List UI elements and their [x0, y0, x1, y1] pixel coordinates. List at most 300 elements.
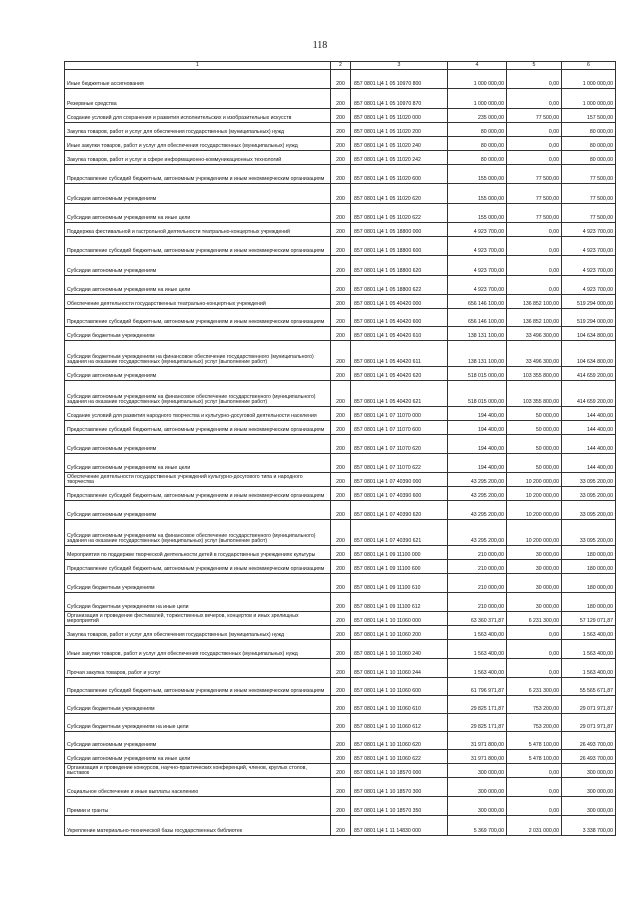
row-approved-amount: 210 000,00 [448, 560, 507, 574]
row-approved-amount: 80 000,00 [448, 151, 507, 165]
row-description: Предоставление субсидий бюджетным, автономным учреждениям и иным некоммерческим организациям [65, 309, 331, 327]
row-executed-amount: 0,00 [507, 659, 562, 678]
table-row [65, 295, 616, 309]
table-row [65, 764, 616, 778]
row-unexecuted-amount: 157 500,00 [562, 109, 616, 123]
row-line-code: 200 [331, 750, 351, 764]
row-description: Предоставление субсидий бюджетным, автономным учреждениям и иным некоммерческим организациям [65, 165, 331, 184]
row-line-code: 200 [331, 70, 351, 89]
row-executed-amount: 77 500,00 [507, 184, 562, 204]
row-executed-amount: 5 478 100,00 [507, 750, 562, 764]
column-number: 3 [351, 62, 448, 70]
row-description: Резервные средства [65, 89, 331, 109]
row-unexecuted-amount: 77 500,00 [562, 204, 616, 223]
row-line-code: 200 [331, 732, 351, 750]
table-row [65, 435, 616, 454]
row-line-code: 200 [331, 546, 351, 560]
row-executed-amount: 30 000,00 [507, 593, 562, 612]
row-budget-classification-code: 857 0801 Ц4 1 10 11060 244 [351, 659, 448, 678]
table-row [65, 778, 616, 797]
row-approved-amount: 29 825 171,87 [448, 714, 507, 732]
row-unexecuted-amount: 1 000 000,00 [562, 89, 616, 109]
row-approved-amount: 210 000,00 [448, 574, 507, 593]
row-approved-amount: 63 360 371,87 [448, 612, 507, 626]
row-budget-classification-code: 857 0801 Ц4 1 05 40420 000 [351, 295, 448, 309]
table-row [65, 407, 616, 421]
table-row [65, 184, 616, 204]
row-approved-amount: 5 369 700,00 [448, 816, 507, 836]
row-description: Иные закупки товаров, работ и услуг для обеспечения государственных (муниципальных) нужд [65, 137, 331, 151]
page-number: 118 [312, 40, 328, 51]
row-budget-classification-code: 857 0801 Ц4 1 11 14830 000 [351, 816, 448, 836]
row-description: Прочая закупка товаров, работ и услуг [65, 659, 331, 678]
table-row [65, 732, 616, 750]
row-budget-classification-code: 857 0801 Ц4 1 10 11060 200 [351, 626, 448, 640]
row-description: Социальное обеспечение и иные выплаты населению [65, 778, 331, 797]
row-description: Субсидии автономным учреждениям на иные цели [65, 276, 331, 295]
row-approved-amount: 194 400,00 [448, 435, 507, 454]
row-line-code: 200 [331, 487, 351, 501]
row-budget-classification-code: 857 0801 Ц4 1 05 40420 621 [351, 381, 448, 407]
row-approved-amount: 31 971 800,00 [448, 750, 507, 764]
row-unexecuted-amount: 300 000,00 [562, 797, 616, 816]
row-unexecuted-amount: 300 000,00 [562, 764, 616, 778]
table-row [65, 89, 616, 109]
row-unexecuted-amount: 180 000,00 [562, 574, 616, 593]
row-unexecuted-amount: 104 634 800,00 [562, 327, 616, 341]
row-line-code: 200 [331, 137, 351, 151]
row-unexecuted-amount: 26 493 700,00 [562, 732, 616, 750]
row-line-code: 200 [331, 714, 351, 732]
row-approved-amount: 4 923 700,00 [448, 237, 507, 256]
row-executed-amount: 0,00 [507, 89, 562, 109]
row-unexecuted-amount: 144 400,00 [562, 435, 616, 454]
row-approved-amount: 194 400,00 [448, 421, 507, 435]
row-description: Субсидии автономным учреждениям на финансовое обеспечение государственного (муниципального) задания на оказание государственных (муниципальных) услуг (выполнение работ) [65, 381, 331, 407]
row-budget-classification-code: 857 0801 Ц4 1 09 11100 612 [351, 593, 448, 612]
row-budget-classification-code: 857 0801 Ц4 1 10 11060 622 [351, 750, 448, 764]
row-description: Субсидии автономным учреждениям на иные цели [65, 204, 331, 223]
row-executed-amount: 753 200,00 [507, 714, 562, 732]
row-executed-amount: 77 500,00 [507, 204, 562, 223]
row-approved-amount: 43 295 200,00 [448, 520, 507, 546]
row-budget-classification-code: 857 0801 Ц4 1 07 11070 620 [351, 435, 448, 454]
row-line-code: 200 [331, 501, 351, 520]
row-budget-classification-code: 857 0801 Ц4 1 10 11060 000 [351, 612, 448, 626]
row-description: Мероприятия по поддержке творческой деятельности детей в государственных учреждениях культуры [65, 546, 331, 560]
row-description: Субсидии автономным учреждениям [65, 435, 331, 454]
row-description: Закупка товаров, работ и услуг в сфере информационно-коммуникационных технологий [65, 151, 331, 165]
row-unexecuted-amount: 414 659 200,00 [562, 381, 616, 407]
row-unexecuted-amount: 1 563 400,00 [562, 659, 616, 678]
row-executed-amount: 0,00 [507, 123, 562, 137]
table-row [65, 70, 616, 89]
row-approved-amount: 80 000,00 [448, 123, 507, 137]
row-approved-amount: 61 796 971,87 [448, 678, 507, 696]
row-unexecuted-amount: 29 071 971,87 [562, 714, 616, 732]
row-unexecuted-amount: 300 000,00 [562, 778, 616, 797]
table-row [65, 560, 616, 574]
column-number-row [65, 62, 616, 70]
table-row [65, 165, 616, 184]
row-description: Предоставление субсидий бюджетным, автономным учреждениям и иным некоммерческим организациям [65, 560, 331, 574]
column-number: 4 [448, 62, 507, 70]
row-budget-classification-code: 857 0801 Ц4 1 05 18800 620 [351, 256, 448, 276]
row-approved-amount: 235 000,00 [448, 109, 507, 123]
column-number: 6 [562, 62, 616, 70]
row-executed-amount: 30 000,00 [507, 546, 562, 560]
table-row [65, 696, 616, 714]
row-budget-classification-code: 857 0801 Ц4 1 07 11070 600 [351, 421, 448, 435]
row-description: Субсидии автономным учреждениям на финансовое обеспечение государственного (муниципального) задания на оказание государственных (муниципальных) услуг (выполнение работ) [65, 520, 331, 546]
column-number: 1 [65, 62, 331, 70]
row-approved-amount: 43 295 200,00 [448, 487, 507, 501]
row-approved-amount: 210 000,00 [448, 593, 507, 612]
row-approved-amount: 1 563 400,00 [448, 659, 507, 678]
table-row [65, 204, 616, 223]
row-unexecuted-amount: 519 294 000,00 [562, 309, 616, 327]
row-executed-amount: 136 852 100,00 [507, 295, 562, 309]
row-approved-amount: 194 400,00 [448, 407, 507, 421]
row-line-code: 200 [331, 295, 351, 309]
row-description: Субсидии автономным учреждениям на иные цели [65, 750, 331, 764]
row-approved-amount: 1 563 400,00 [448, 626, 507, 640]
row-executed-amount: 50 000,00 [507, 421, 562, 435]
row-line-code: 200 [331, 123, 351, 137]
row-description: Предоставление субсидий бюджетным, автономным учреждениям и иным некоммерческим организациям [65, 237, 331, 256]
row-description: Обеспечение деятельности государственных театрально-концертных учреждений [65, 295, 331, 309]
row-approved-amount: 4 923 700,00 [448, 223, 507, 237]
row-approved-amount: 29 825 171,87 [448, 696, 507, 714]
row-budget-classification-code: 857 0801 Ц4 1 05 11020 240 [351, 137, 448, 151]
column-number: 2 [331, 62, 351, 70]
row-executed-amount: 0,00 [507, 137, 562, 151]
row-unexecuted-amount: 33 095 200,00 [562, 520, 616, 546]
row-executed-amount: 6 231 300,00 [507, 612, 562, 626]
row-approved-amount: 1 000 000,00 [448, 89, 507, 109]
table-row [65, 797, 616, 816]
row-executed-amount: 0,00 [507, 626, 562, 640]
table-row [65, 223, 616, 237]
row-description: Закупка товаров, работ и услуг для обеспечения государственных (муниципальных) нужд [65, 123, 331, 137]
table-row [65, 109, 616, 123]
row-description: Субсидии бюджетным учреждениям на финансовое обеспечение государственного (муниципального) задания на оказание государственных (муниципальных) услуг (выполнение работ) [65, 341, 331, 367]
row-unexecuted-amount: 80 000,00 [562, 151, 616, 165]
row-description: Предоставление субсидий бюджетным, автономным учреждениям и иным некоммерческим организациям [65, 421, 331, 435]
row-description: Предоставление субсидий бюджетным, автономным учреждениям и иным некоммерческим организациям [65, 487, 331, 501]
row-description: Иные закупки товаров, работ и услуг для обеспечения государственных (муниципальных) нужд [65, 640, 331, 659]
row-description: Укрепление материально-технической базы государственных библиотек [65, 816, 331, 836]
row-executed-amount: 0,00 [507, 778, 562, 797]
row-budget-classification-code: 857 0801 Ц4 1 05 40420 610 [351, 327, 448, 341]
row-approved-amount: 194 400,00 [448, 454, 507, 473]
row-line-code: 200 [331, 109, 351, 123]
row-approved-amount: 210 000,00 [448, 546, 507, 560]
row-line-code: 200 [331, 435, 351, 454]
row-approved-amount: 1 000 000,00 [448, 70, 507, 89]
row-line-code: 200 [331, 626, 351, 640]
row-unexecuted-amount: 144 400,00 [562, 421, 616, 435]
row-budget-classification-code: 857 0801 Ц4 1 05 10970 870 [351, 89, 448, 109]
row-executed-amount: 50 000,00 [507, 435, 562, 454]
row-approved-amount: 518 015 000,00 [448, 367, 507, 381]
row-approved-amount: 4 923 700,00 [448, 276, 507, 295]
column-number: 5 [507, 62, 562, 70]
table-row [65, 678, 616, 696]
row-description: Субсидии бюджетным учреждениям [65, 696, 331, 714]
row-approved-amount: 155 000,00 [448, 165, 507, 184]
row-budget-classification-code: 857 0801 Ц4 1 10 11060 240 [351, 640, 448, 659]
row-line-code: 200 [331, 764, 351, 778]
row-unexecuted-amount: 33 095 200,00 [562, 473, 616, 487]
row-unexecuted-amount: 80 000,00 [562, 137, 616, 151]
table-row [65, 487, 616, 501]
row-budget-classification-code: 857 0801 Ц4 1 09 11100 600 [351, 560, 448, 574]
row-budget-classification-code: 857 0801 Ц4 1 05 11020 622 [351, 204, 448, 223]
row-line-code: 200 [331, 678, 351, 696]
row-line-code: 200 [331, 256, 351, 276]
row-line-code: 200 [331, 89, 351, 109]
row-executed-amount: 103 355 800,00 [507, 381, 562, 407]
row-unexecuted-amount: 1 563 400,00 [562, 626, 616, 640]
row-line-code: 200 [331, 454, 351, 473]
row-unexecuted-amount: 3 338 700,00 [562, 816, 616, 836]
row-executed-amount: 136 852 100,00 [507, 309, 562, 327]
row-description: Субсидии автономным учреждениям [65, 256, 331, 276]
row-description: Организация и проведение конкурсов, научно-практических конференций, членов, круглых столов, выставок [65, 764, 331, 778]
row-executed-amount: 0,00 [507, 764, 562, 778]
row-budget-classification-code: 857 0801 Ц4 1 05 11020 600 [351, 165, 448, 184]
row-line-code: 200 [331, 381, 351, 407]
table-row [65, 574, 616, 593]
row-budget-classification-code: 857 0801 Ц4 1 09 11100 000 [351, 546, 448, 560]
row-unexecuted-amount: 519 294 000,00 [562, 295, 616, 309]
row-unexecuted-amount: 104 634 800,00 [562, 341, 616, 367]
row-budget-classification-code: 857 0801 Ц4 1 07 40390 000 [351, 473, 448, 487]
row-description: Субсидии бюджетным учреждениям [65, 327, 331, 341]
row-budget-classification-code: 857 0801 Ц4 1 10 11060 600 [351, 678, 448, 696]
row-executed-amount: 6 231 300,00 [507, 678, 562, 696]
row-description: Субсидии бюджетным учреждениям на иные цели [65, 593, 331, 612]
row-budget-classification-code: 857 0801 Ц4 1 05 40420 600 [351, 309, 448, 327]
row-executed-amount: 2 031 000,00 [507, 816, 562, 836]
table-row [65, 626, 616, 640]
row-line-code: 200 [331, 184, 351, 204]
table-row [65, 520, 616, 546]
row-budget-classification-code: 857 0801 Ц4 1 07 40390 600 [351, 487, 448, 501]
row-approved-amount: 155 000,00 [448, 184, 507, 204]
row-unexecuted-amount: 180 000,00 [562, 560, 616, 574]
table-row [65, 367, 616, 381]
row-unexecuted-amount: 77 500,00 [562, 184, 616, 204]
row-line-code: 200 [331, 309, 351, 327]
row-line-code: 200 [331, 659, 351, 678]
row-executed-amount: 30 000,00 [507, 574, 562, 593]
row-executed-amount: 50 000,00 [507, 454, 562, 473]
table-row [65, 381, 616, 407]
row-budget-classification-code: 857 0801 Ц4 1 05 18800 000 [351, 223, 448, 237]
row-unexecuted-amount: 180 000,00 [562, 593, 616, 612]
row-unexecuted-amount: 33 095 200,00 [562, 501, 616, 520]
row-unexecuted-amount: 4 923 700,00 [562, 276, 616, 295]
row-unexecuted-amount: 26 493 700,00 [562, 750, 616, 764]
row-description: Создание условий для развития народного творчества и культурно-досуговой деятельности населения [65, 407, 331, 421]
row-description: Обеспечение деятельности государственных учреждений культурно-досугового типа и народного творчества [65, 473, 331, 487]
row-approved-amount: 4 923 700,00 [448, 256, 507, 276]
row-line-code: 200 [331, 640, 351, 659]
row-budget-classification-code: 857 0801 Ц4 1 05 40420 611 [351, 341, 448, 367]
row-approved-amount: 300 000,00 [448, 778, 507, 797]
table-row [65, 151, 616, 165]
row-executed-amount: 0,00 [507, 256, 562, 276]
row-unexecuted-amount: 29 071 971,87 [562, 696, 616, 714]
row-executed-amount: 753 200,00 [507, 696, 562, 714]
row-budget-classification-code: 857 0801 Ц4 1 10 18570 300 [351, 778, 448, 797]
row-budget-classification-code: 857 0801 Ц4 1 05 11020 620 [351, 184, 448, 204]
row-description: Субсидии автономным учреждениям [65, 501, 331, 520]
row-line-code: 200 [331, 276, 351, 295]
row-budget-classification-code: 857 0801 Ц4 1 10 18570 350 [351, 797, 448, 816]
row-executed-amount: 0,00 [507, 276, 562, 295]
row-executed-amount: 103 355 800,00 [507, 367, 562, 381]
row-unexecuted-amount: 144 400,00 [562, 407, 616, 421]
row-description: Иные бюджетные ассигнования [65, 70, 331, 89]
table-row [65, 421, 616, 435]
row-line-code: 200 [331, 593, 351, 612]
row-unexecuted-amount: 33 095 200,00 [562, 487, 616, 501]
row-budget-classification-code: 857 0801 Ц4 1 05 40420 620 [351, 367, 448, 381]
row-executed-amount: 10 200 000,00 [507, 501, 562, 520]
row-executed-amount: 50 000,00 [507, 407, 562, 421]
table-row [65, 816, 616, 836]
row-unexecuted-amount: 77 500,00 [562, 165, 616, 184]
row-unexecuted-amount: 1 000 000,00 [562, 70, 616, 89]
table-row [65, 593, 616, 612]
row-approved-amount: 518 015 000,00 [448, 381, 507, 407]
row-budget-classification-code: 857 0801 Ц4 1 07 11070 622 [351, 454, 448, 473]
row-budget-classification-code: 857 0801 Ц4 1 09 11100 610 [351, 574, 448, 593]
row-unexecuted-amount: 414 659 200,00 [562, 367, 616, 381]
row-line-code: 200 [331, 367, 351, 381]
row-approved-amount: 31 971 800,00 [448, 732, 507, 750]
row-budget-classification-code: 857 0801 Ц4 1 10 11060 612 [351, 714, 448, 732]
row-approved-amount: 43 295 200,00 [448, 501, 507, 520]
row-budget-classification-code: 857 0801 Ц4 1 05 10970 800 [351, 70, 448, 89]
row-unexecuted-amount: 57 129 071,87 [562, 612, 616, 626]
row-description: Субсидии автономным учреждениям [65, 184, 331, 204]
row-line-code: 200 [331, 797, 351, 816]
row-line-code: 200 [331, 204, 351, 223]
table-row [65, 237, 616, 256]
row-executed-amount: 0,00 [507, 151, 562, 165]
row-executed-amount: 5 478 100,00 [507, 732, 562, 750]
row-description: Создание условий для сохранения и развития исполнительских и изобразительных искусств [65, 109, 331, 123]
row-description: Субсидии бюджетным учреждениям [65, 574, 331, 593]
row-budget-classification-code: 857 0801 Ц4 1 07 11070 000 [351, 407, 448, 421]
table-row [65, 473, 616, 487]
row-line-code: 200 [331, 560, 351, 574]
table-row [65, 546, 616, 560]
table-row [65, 137, 616, 151]
row-executed-amount: 33 496 300,00 [507, 327, 562, 341]
table-row [65, 501, 616, 520]
row-approved-amount: 155 000,00 [448, 204, 507, 223]
row-description: Поддержка фестивальной и гастрольной деятельности театрально-концертных учреждений [65, 223, 331, 237]
row-approved-amount: 300 000,00 [448, 764, 507, 778]
table-row [65, 327, 616, 341]
row-budget-classification-code: 857 0801 Ц4 1 10 11060 610 [351, 696, 448, 714]
row-executed-amount: 0,00 [507, 640, 562, 659]
row-line-code: 200 [331, 421, 351, 435]
row-unexecuted-amount: 180 000,00 [562, 546, 616, 560]
table-row [65, 750, 616, 764]
row-executed-amount: 0,00 [507, 237, 562, 256]
row-line-code: 200 [331, 574, 351, 593]
row-executed-amount: 10 200 000,00 [507, 520, 562, 546]
row-line-code: 200 [331, 816, 351, 836]
row-unexecuted-amount: 55 565 671,87 [562, 678, 616, 696]
budget-execution-table [64, 61, 616, 836]
row-approved-amount: 43 295 200,00 [448, 473, 507, 487]
row-line-code: 200 [331, 520, 351, 546]
table-row [65, 659, 616, 678]
row-budget-classification-code: 857 0801 Ц4 1 05 18800 600 [351, 237, 448, 256]
row-approved-amount: 300 000,00 [448, 797, 507, 816]
row-executed-amount: 0,00 [507, 70, 562, 89]
row-line-code: 200 [331, 165, 351, 184]
row-budget-classification-code: 857 0801 Ц4 1 05 11020 000 [351, 109, 448, 123]
row-line-code: 200 [331, 341, 351, 367]
table-row [65, 256, 616, 276]
row-line-code: 200 [331, 223, 351, 237]
row-executed-amount: 0,00 [507, 223, 562, 237]
row-approved-amount: 656 146 100,00 [448, 295, 507, 309]
row-unexecuted-amount: 144 400,00 [562, 454, 616, 473]
row-line-code: 200 [331, 612, 351, 626]
row-executed-amount: 33 496 300,00 [507, 341, 562, 367]
row-description: Субсидии автономным учреждениям [65, 732, 331, 750]
row-executed-amount: 77 500,00 [507, 165, 562, 184]
row-unexecuted-amount: 1 563 400,00 [562, 640, 616, 659]
row-executed-amount: 77 500,00 [507, 109, 562, 123]
row-description: Субсидии автономным учреждениям [65, 367, 331, 381]
row-approved-amount: 656 146 100,00 [448, 309, 507, 327]
row-executed-amount: 30 000,00 [507, 560, 562, 574]
row-approved-amount: 138 131 100,00 [448, 327, 507, 341]
row-description: Премии и гранты [65, 797, 331, 816]
row-unexecuted-amount: 4 923 700,00 [562, 237, 616, 256]
table-row [65, 640, 616, 659]
row-unexecuted-amount: 4 923 700,00 [562, 223, 616, 237]
table-row [65, 714, 616, 732]
row-budget-classification-code: 857 0801 Ц4 1 07 40390 620 [351, 501, 448, 520]
table-row [65, 612, 616, 626]
row-line-code: 200 [331, 237, 351, 256]
row-line-code: 200 [331, 327, 351, 341]
row-line-code: 200 [331, 407, 351, 421]
table-row [65, 123, 616, 137]
table-row [65, 309, 616, 327]
row-description: Предоставление субсидий бюджетным, автономным учреждениям и иным некоммерческим организациям [65, 678, 331, 696]
row-line-code: 200 [331, 696, 351, 714]
row-approved-amount: 1 563 400,00 [448, 640, 507, 659]
row-executed-amount: 0,00 [507, 797, 562, 816]
table-row [65, 341, 616, 367]
row-line-code: 200 [331, 151, 351, 165]
table-row [65, 454, 616, 473]
row-unexecuted-amount: 4 923 700,00 [562, 256, 616, 276]
row-budget-classification-code: 857 0801 Ц4 1 10 18570 000 [351, 764, 448, 778]
